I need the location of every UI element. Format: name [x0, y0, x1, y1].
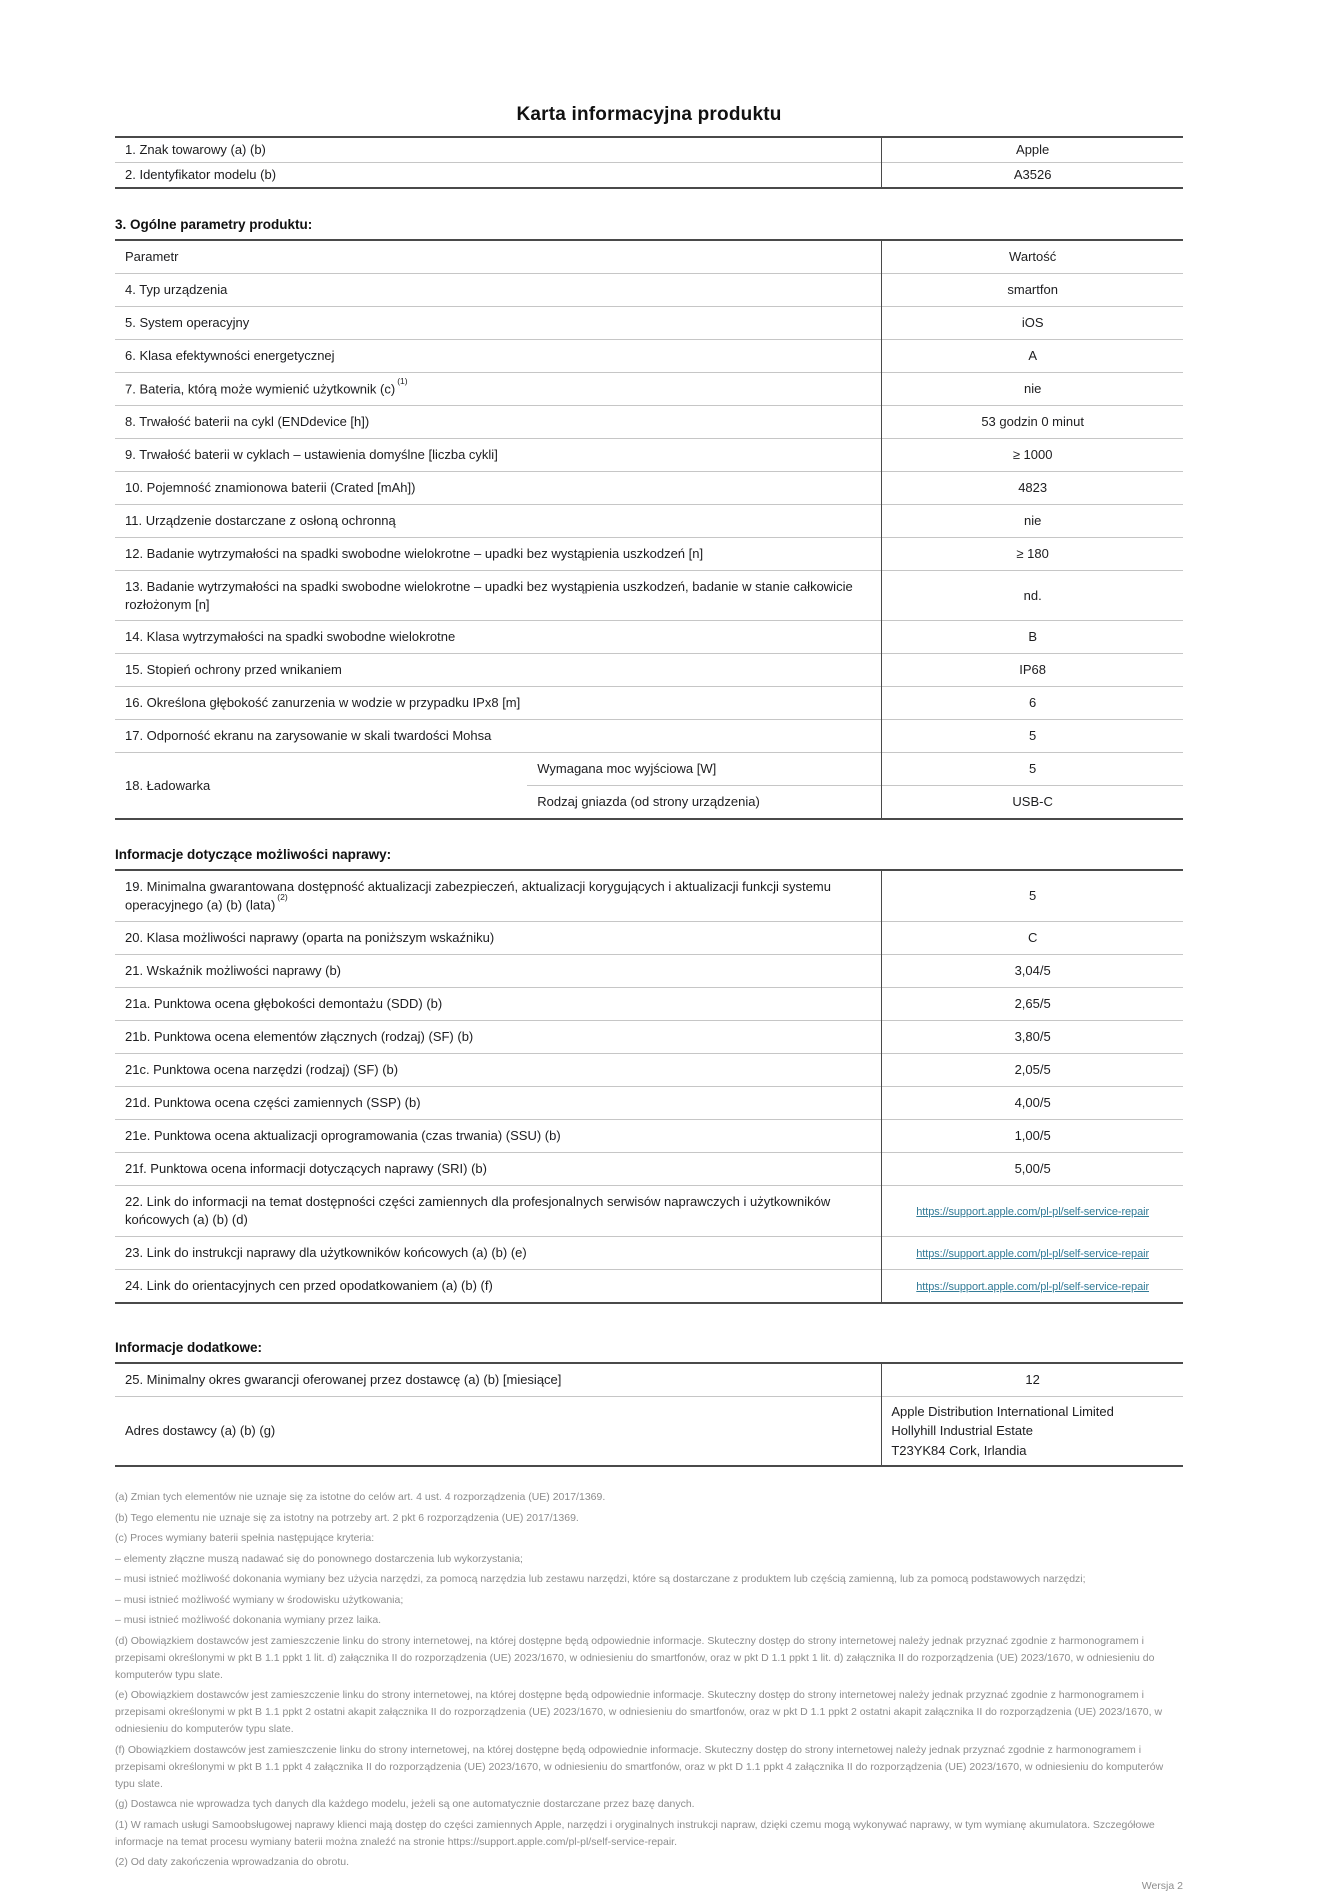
param-label: 13. Badanie wytrzymałości na spadki swobodne wielokrotne – upadki bez wystąpienia uszkodzeń, badanie w stanie całkowicie rozłożonym [n]: [115, 570, 882, 621]
param-value: 53 godzin 0 minut: [882, 405, 1183, 438]
param-label: 8. Trwałość baterii na cykl (ENDdevice [h]): [115, 405, 882, 438]
param-value: ≥ 180: [882, 537, 1183, 570]
version-label: Wersja 2: [1141, 1880, 1183, 1892]
param-label: 9. Trwałość baterii w cyklach – ustawienia domyślne [liczba cykli]: [115, 438, 882, 471]
table-row: [115, 438, 1183, 471]
param-label: 21e. Punktowa ocena aktualizacji oprogramowania (czas trwania) (SSU) (b): [115, 1119, 882, 1152]
column-header-wartosc: Wartość: [882, 240, 1183, 273]
param-value: 1,00/5: [882, 1119, 1183, 1152]
footnote: (c) Proces wymiany baterii spełnia następujące kryteria:: [115, 1532, 375, 1545]
param-value: 5,00/5: [882, 1152, 1183, 1185]
param-label: 14. Klasa wytrzymałości na spadki swobodne wielokrotne: [115, 621, 882, 654]
param-label: Adres dostawcy (a) (b) (g): [115, 1396, 882, 1466]
table-row: [115, 306, 1183, 339]
param-value: B: [882, 621, 1183, 654]
table-row: [115, 1236, 1183, 1269]
footnote: (2) Od daty zakończenia wprowadzania do obrotu.: [115, 1856, 350, 1869]
table-row: [115, 1269, 1183, 1303]
table-row: [115, 471, 1183, 504]
param-label: 4. Typ urządzenia: [115, 273, 882, 306]
param-value: nie: [882, 372, 1183, 405]
footnote: (b) Tego elementu nie uznaje się za istotny na potrzeby art. 2 pkt 6 rozporządzenia (UE) 2017/1369.: [115, 1511, 579, 1524]
param-label: 23. Link do instrukcji naprawy dla użytkowników końcowych (a) (b) (e): [115, 1236, 882, 1269]
table-row: [115, 162, 1183, 187]
param-label: 7. Bateria, którą może wymienić użytkownik (c)$^{(1)}$: [115, 372, 882, 405]
table-row: [115, 1086, 1183, 1119]
footnote: – musi istnieć możliwość dokonania wymiany przez laika.: [115, 1614, 382, 1627]
footnote: – musi istnieć możliwość dokonania wymiany bez użycia narzędzi, za pomocą narzędzia lub zestawu narzędzi, które są dostarczane z produktem lub częścią zamienną, lub za pomocą podstawowych narzędzi;: [115, 1573, 1086, 1586]
param-label: 6. Klasa efektywności energetycznej: [115, 339, 882, 372]
param-label: 1. Znak towarowy (a) (b): [115, 137, 882, 162]
section-heading-repair: Informacje dotyczące możliwości naprawy:: [115, 847, 392, 863]
param-value: A: [882, 339, 1183, 372]
table-row: [115, 273, 1183, 306]
param-label: 21. Wskaźnik możliwości naprawy (b): [115, 955, 882, 988]
value-link[interactable]: https://support.apple.com/pl-pl/self-service-repair: [916, 1247, 1150, 1260]
param-label: 19. Minimalna gwarantowana dostępność aktualizacji zabezpieczeń, aktualizacji korygujących i aktualizacji funkcji systemu operacyjnego (a) (b) (lata)$^{(2)}$: [115, 870, 882, 922]
table-row: [115, 405, 1183, 438]
column-header-parametr: Parametr: [115, 240, 882, 273]
footnote-ref: (2): [277, 892, 288, 903]
table-row: [115, 1152, 1183, 1185]
footnote: (f) Obowiązkiem dostawców jest zamieszczenie linku do strony internetowej, na której dostępne będą odpowiednie informacje. Skuteczny dostęp do strony internetowej należy jednak przyznać zgodnie z harmonogramem i przepisami określonymi w pkt B 1.1 ppkt 4 załącznika II do rozporządzenia (UE) 2023/1670, w odniesieniu do smartfonów, oraz w pkt D 1.1 ppkt 4 załącznika II do rozporządzenia (UE) 2023/1670, w odniesieniu do komputerów typu slate.: [115, 1743, 1164, 1790]
param-value: 5: [882, 870, 1183, 922]
footnote-ref: (1): [397, 375, 408, 386]
param-value: 2,05/5: [882, 1054, 1183, 1087]
footnote: (a) Zmian tych elementów nie uznaje się za istotne do celów art. 4 ust. 4 rozporządzenia (UE) 2017/1369.: [115, 1491, 606, 1504]
param-value: IP68: [882, 654, 1183, 687]
table-row: [115, 504, 1183, 537]
supplier-address-line: Apple Distribution International Limited: [891, 1403, 1114, 1419]
param-value: 5: [882, 720, 1183, 753]
table-row: [115, 1363, 1183, 1396]
param-label: 15. Stopień ochrony przed wnikaniem: [115, 654, 882, 687]
param-sublabel: Wymagana moc wyjściowa [W]: [527, 753, 882, 786]
footnote: – musi istnieć możliwość wymiany w środowisku użytkowania;: [115, 1593, 404, 1606]
table-row: [115, 955, 1183, 988]
table-row: [115, 870, 1183, 922]
param-value: 3,04/5: [882, 955, 1183, 988]
param-value: ≥ 1000: [882, 438, 1183, 471]
table-row: [115, 720, 1183, 753]
table-row: [115, 1119, 1183, 1152]
footnotes: [115, 1489, 1183, 1871]
param-label: 25. Minimalny okres gwarancji oferowanej przez dostawcę (a) (b) [miesiące]: [115, 1363, 882, 1396]
param-label: 24. Link do orientacyjnych cen przed opodatkowaniem (a) (b) (f): [115, 1269, 882, 1303]
param-label: 21c. Punktowa ocena narzędzi (rodzaj) (SF) (b): [115, 1054, 882, 1087]
param-value: nie: [882, 504, 1183, 537]
table-row: [115, 1185, 1183, 1236]
supplier-address-line: T23YK84 Cork, Irlandia: [891, 1442, 1027, 1458]
param-label: 21f. Punktowa ocena informacji dotyczących naprawy (SRI) (b): [115, 1152, 882, 1185]
param-value: 5: [882, 753, 1183, 786]
param-value: iOS: [882, 306, 1183, 339]
table-row: [115, 654, 1183, 687]
table-row: [115, 687, 1183, 720]
table-row-charger: [115, 753, 1183, 786]
value-link[interactable]: https://support.apple.com/pl-pl/self-service-repair: [916, 1280, 1150, 1293]
table-row: [115, 1021, 1183, 1054]
param-value: 4823: [882, 471, 1183, 504]
additional-info-table: [115, 1362, 1183, 1467]
param-label: 21a. Punktowa ocena głębokości demontażu (SDD) (b): [115, 988, 882, 1021]
param-label: 10. Pojemność znamionowa baterii (Crated [mAh]): [115, 471, 882, 504]
page-title: Karta informacyjna produktu: [516, 104, 782, 125]
footnote: (1) W ramach usługi Samoobsługowej naprawy klienci mają dostęp do części zamiennych Apple, narzędzi i oryginalnych instrukcji napraw, dzięki czemu mogą wykonywać naprawy, w tym wymianę akumulatora. Szczegółowe informacje na temat procesu wymiany baterii można znaleźć na stronie https://support.apple.com/pl-pl/self-service-repair.: [115, 1818, 1155, 1848]
footnote: (e) Obowiązkiem dostawców jest zamieszczenie linku do strony internetowej, na której dostępne będą odpowiednie informacje. Skuteczny dostęp do strony internetowej należy jednak przyznać zgodnie z harmonogramem i przepisami określonymi w pkt B 1.1 ppkt 2 ostatni akapit załącznika II do rozporządzenia (UE) 2023/1670, w odniesieniu do smartfonów, oraz w pkt D 1.1 ppkt 2 ostatni akapit załącznika II do rozporządzenia (UE) 2023/1670, w odniesieniu do komputerów typu slate.: [115, 1689, 1163, 1736]
param-value: [882, 1269, 1183, 1303]
table-row: [115, 537, 1183, 570]
param-value: smartfon: [882, 273, 1183, 306]
param-value: C: [882, 922, 1183, 955]
param-label: 20. Klasa możliwości naprawy (oparta na poniższym wskaźniku): [115, 922, 882, 955]
table-row: [115, 922, 1183, 955]
table-row-supplier-address: [115, 1396, 1183, 1466]
param-label: 5. System operacyjny: [115, 306, 882, 339]
table-row: [115, 988, 1183, 1021]
table-row: [115, 1054, 1183, 1087]
param-value: Apple: [882, 137, 1183, 162]
value-link[interactable]: https://support.apple.com/pl-pl/self-service-repair: [916, 1205, 1150, 1218]
product-id-table: [115, 136, 1183, 189]
param-label: 16. Określona głębokość zanurzenia w wodzie w przypadku IPx8 [m]: [115, 687, 882, 720]
section-heading-additional: Informacje dodatkowe:: [115, 1340, 263, 1355]
param-value: [882, 1236, 1183, 1269]
footnote: – elementy złączne muszą nadawać się do ponownego dostarczenia lub wykorzystania;: [115, 1552, 523, 1565]
general-parameters-table: [115, 239, 1183, 820]
param-value: nd.: [882, 570, 1183, 621]
param-value: 2,65/5: [882, 988, 1183, 1021]
param-value: 12: [882, 1363, 1183, 1396]
param-sublabel: Rodzaj gniazda (od strony urządzenia): [527, 786, 882, 819]
supplier-address-line: Hollyhill Industrial Estate: [891, 1423, 1033, 1439]
table-row: [115, 339, 1183, 372]
repairability-table: [115, 869, 1183, 1304]
param-label: 18. Ładowarka: [115, 753, 527, 819]
table-row: [115, 570, 1183, 621]
param-value: A3526: [882, 162, 1183, 187]
param-label: 21b. Punktowa ocena elementów złącznych (rodzaj) (SF) (b): [115, 1021, 882, 1054]
footnote: (g) Dostawca nie wprowadza tych danych dla każdego modelu, jeżeli są one automatycznie dostarczane przez bazę danych.: [115, 1798, 695, 1811]
footnote: (d) Obowiązkiem dostawców jest zamieszczenie linku do strony internetowej, na której dostępne będą odpowiednie informacje. Skuteczny dostęp do strony internetowej należy jednak przyznać zgodnie z harmonogramem i przepisami określonymi w pkt B 1.1 ppkt 1 lit. d) załącznika II do rozporządzenia (UE) 2023/1670, w odniesieniu do smartfonów, oraz w pkt D 1.1 ppkt 1 lit. d) załącznika II do rozporządzenia (UE) 2023/1670, w odniesieniu do komputerów typu slate.: [115, 1634, 1155, 1681]
table-row: [115, 621, 1183, 654]
param-label: 2. Identyfikator modelu (b): [115, 162, 882, 187]
param-label: 22. Link do informacji na temat dostępności części zamiennych dla profesjonalnych serwisów naprawczych i użytkowników końcowych (a) (b) (d): [115, 1185, 882, 1236]
param-label: 12. Badanie wytrzymałości na spadki swobodne wielokrotne – upadki bez wystąpienia uszkodzeń [n]: [115, 537, 882, 570]
param-value: 6: [882, 687, 1183, 720]
param-label: 17. Odporność ekranu na zarysowanie w skali twardości Mohsa: [115, 720, 882, 753]
param-value: 3,80/5: [882, 1021, 1183, 1054]
param-label: 11. Urządzenie dostarczane z osłoną ochronną: [115, 504, 882, 537]
table-row: [115, 137, 1183, 162]
param-label: 21d. Punktowa ocena części zamiennych (SSP) (b): [115, 1086, 882, 1119]
param-value: USB-C: [882, 786, 1183, 819]
param-value: 4,00/5: [882, 1086, 1183, 1119]
section-heading-general: 3. Ogólne parametry produktu:: [115, 216, 313, 232]
param-value: [882, 1185, 1183, 1236]
table-row: [115, 372, 1183, 405]
supplier-address: [882, 1396, 1183, 1466]
table-header-row: [115, 240, 1183, 273]
